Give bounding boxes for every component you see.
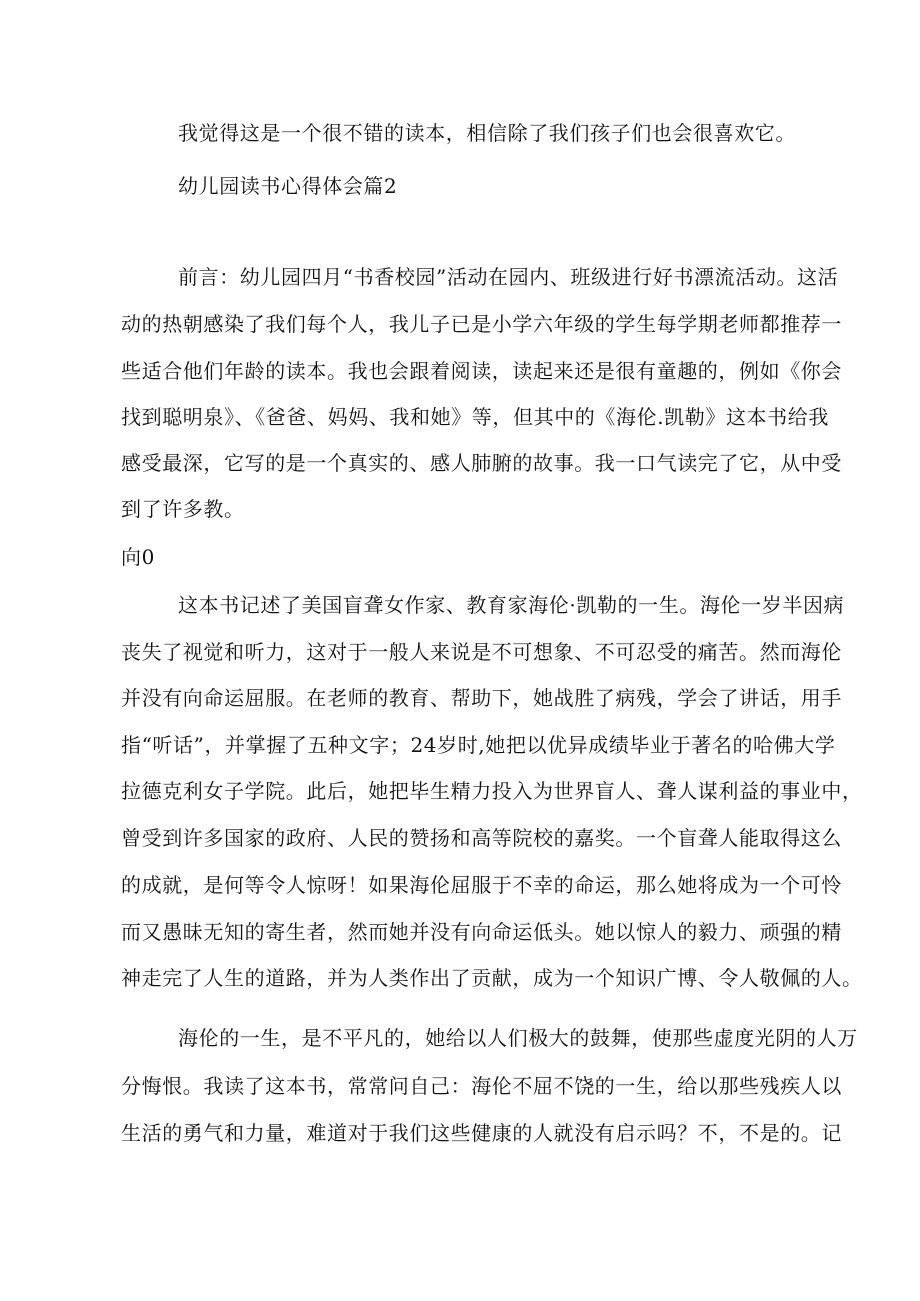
text-line: 这本书记述了美国盲聋女作家、教育家海伦·凯勒的一生。海伦一岁半因病 — [178, 593, 845, 617]
text-line: 海伦的一生，是不平凡的，她给以人们极大的鼓舞，使那些虚度光阴的人万 — [178, 1026, 858, 1050]
text-line: 感受最深，它写的是一个真实的、感人肺腑的故事。我一口气读完了它，从中受 — [121, 451, 842, 475]
text-line: 到了许多教。 — [121, 497, 245, 521]
text-line: 而又愚昧无知的寄生者，然而她并没有向命运低头。她以惊人的毅力、顽强的精 — [121, 920, 842, 944]
section-heading: 幼儿园读书心得体会篇2 — [178, 174, 398, 198]
text-line: 找到聪明泉》、《爸爸、妈妈、我和她》等，但其中的《海伦.凯勒》这本书给我 — [121, 405, 829, 429]
text-line: 前言：幼儿园四月“书香校园”活动在园内、班级进行好书漂流活动。这活 — [178, 265, 839, 289]
text-line: 生活的勇气和力量，难道对于我们这些健康的人就没有启示吗？不，不是的。记 — [121, 1121, 842, 1145]
text-line: 些适合他们年龄的读本。我也会跟着阅读，读起来还是很有童趣的，例如《你会 — [121, 359, 842, 383]
text-line: 拉德克利女子学院。此后，她把毕生精力投入为世界盲人、聋人谋利益的事业中， — [121, 779, 863, 803]
text-line: 向0 — [121, 545, 155, 569]
text-line: 神走完了人生的道路，并为人类作出了贡献，成为一个知识广博、令人敬佩的人。 — [121, 966, 863, 990]
text-line: 动的热朝感染了我们每个人，我儿子已是小学六年级的学生每学期老师都推荐一 — [121, 312, 842, 336]
text-line: 丧失了视觉和听力，这对于一般人来说是不可想象、不可忍受的痛苦。然而海伦 — [121, 640, 842, 664]
text-line: 我觉得这是一个很不错的读本，相信除了我们孩子们也会很喜欢它。 — [178, 121, 796, 145]
text-line: 并没有向命运屈服。在老师的教育、帮助下，她战胜了病残，学会了讲话，用手 — [121, 686, 842, 710]
text-line: 曾受到许多国家的政府、人民的赞扬和高等院校的嘉奖。一个盲聋人能取得这么 — [121, 826, 842, 850]
text-line: 分悔恨。我读了这本书，常常问自己：海伦不屈不饶的一生，给以那些残疾人以 — [121, 1074, 842, 1098]
text-line: 的成就，是何等令人惊呀！如果海伦屈服于不幸的命运，那么她将成为一个可怜 — [121, 873, 842, 897]
text-line: 指“听话”，并掌握了五种文字；24岁时,她把以优异成绩毕业于著名的哈佛大学 — [121, 733, 836, 757]
